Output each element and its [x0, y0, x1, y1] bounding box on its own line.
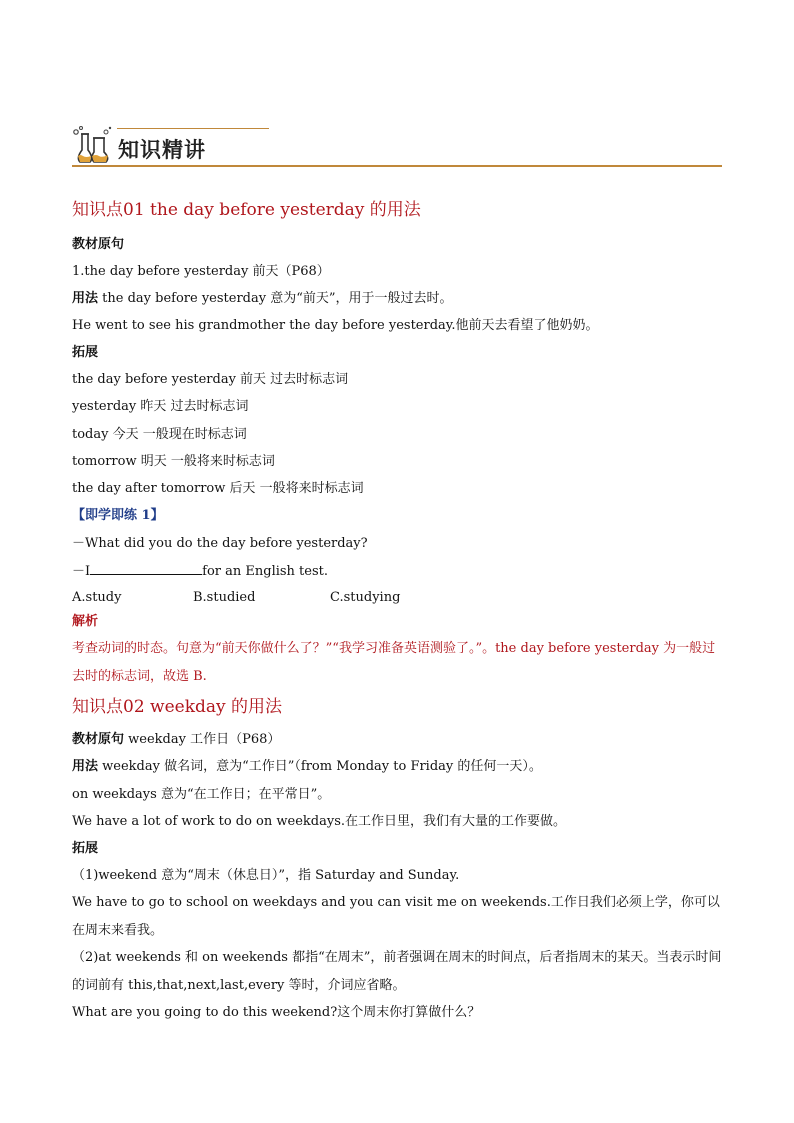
kp2-heading: 知识点02 weekday 的用法 [72, 697, 283, 717]
kp2-original [72, 730, 280, 750]
kp1-original-text: 1.the day before yesterday 前天（P68） [72, 264, 330, 279]
kp1-analysis-label: 解析 [72, 614, 99, 629]
kp1-options [72, 588, 400, 608]
answer-blank [90, 561, 202, 575]
kp2-usage-text: weekday 做名词，意为“工作日”（from Monday to Friday 的任何一天）。 [102, 759, 542, 774]
kp1-heading: 知识点01 the day before yesterday 的用法 [72, 200, 421, 220]
kp1-usage [72, 289, 453, 309]
kp1-extension-item: today 今天 一般现在时标志词 [72, 427, 247, 442]
kp2-original-label: 教材原句 [72, 732, 125, 747]
option-c: C.studying [330, 590, 401, 605]
kp1-extension-item: the day after tomorrow 后天 一般将来时标志词 [72, 481, 364, 496]
kp1-usage-text: the day before yesterday 意为“前天”，用于一般过去时。 [102, 291, 453, 306]
banner-bottom-rule [72, 165, 722, 167]
kp1-question: －What did you do the day before yesterday? [72, 536, 368, 551]
section-banner [72, 124, 722, 169]
kp2-extension-label: 拓展 [72, 841, 99, 856]
kp1-extension-label: 拓展 [72, 345, 99, 360]
kp1-answer-prefix: －I [72, 564, 91, 579]
kp2-original-text: weekday 工作日（P68） [128, 732, 281, 747]
kp1-usage-label: 用法 [72, 291, 99, 306]
kp2-line4: We have a lot of work to do on weekdays.在工作日里，我们有大量的工作要做。 [72, 814, 567, 829]
kp2-ext2: （2)at weekends 和 on weekends 都指“在周末”，前者强调在周末的时间点，后者指周末的某天。当表示时间的词前有 this,that,next,last,every 等时，介词应省略。 [72, 950, 722, 993]
flask-icon [72, 124, 112, 166]
kp2-ext1-example: We have to go to school on weekdays and you can visit me on weekends.工作日我们必须上学，你可以在周末来看我。 [72, 895, 720, 938]
banner-top-rule [117, 128, 269, 129]
kp1-practice-label: 【即学即练 1】 [72, 508, 164, 523]
kp2-ext2-example: What are you going to do this weekend?这个周末你打算做什么？ [72, 1005, 481, 1020]
banner-title: 知识精讲 [118, 138, 206, 162]
kp1-extension-item: the day before yesterday 前天 过去时标志词 [72, 372, 349, 387]
option-a: A.study [72, 590, 122, 605]
kp1-extension-item: tomorrow 明天 一般将来时标志词 [72, 454, 275, 469]
kp2-usage [72, 757, 542, 777]
kp1-answer-suffix: for an English test. [202, 564, 329, 579]
kp2-usage-label: 用法 [72, 759, 99, 774]
kp1-original-label: 教材原句 [72, 237, 125, 252]
kp1-extension-item: yesterday 昨天 过去时标志词 [72, 399, 249, 414]
kp1-example: He went to see his grandmother the day before yesterday.他前天去看望了他奶奶。 [72, 318, 599, 333]
kp2-ext1: （1)weekend 意为“周末（休息日）”，指 Saturday and Sunday. [72, 868, 460, 883]
kp1-answer [72, 561, 328, 582]
kp2-line3: on weekdays 意为“在工作日；在平常日”。 [72, 787, 331, 802]
option-b: B.studied [193, 590, 256, 605]
kp1-analysis-text: 考查动词的时态。句意为“前天你做什么了？”“我学习准备英语测验了。”。the day before yesterday 为一般过去时的标志词，故选 B. [72, 641, 716, 684]
